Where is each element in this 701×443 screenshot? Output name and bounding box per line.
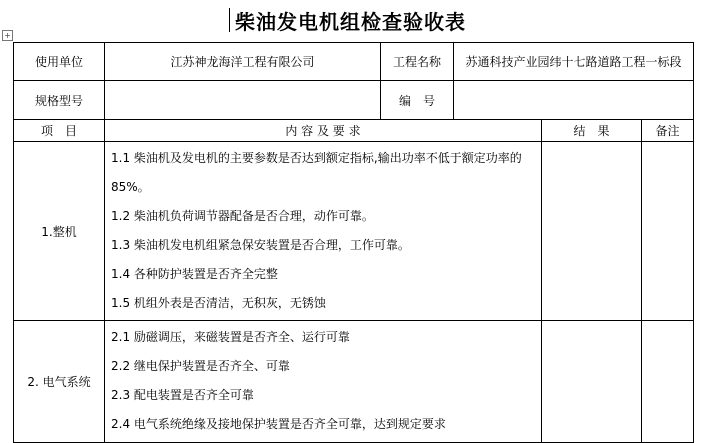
list-item: 1.5 机组外表是否清洁，无积灰，无锈蚀: [111, 296, 326, 310]
list-item: 1.1 柴油机及发电机的主要参数是否达到额定指标,输出功率不低于额定功率的 85%。: [111, 151, 522, 194]
list-item: 2.4 电气系统绝缘及接地保护装置是否齐全可靠，达到规定要求: [111, 417, 446, 431]
unit-value[interactable]: 江苏神龙海洋工程有限公司: [105, 43, 381, 81]
column-result: 结 果: [542, 120, 642, 142]
list-item: 2.3 配电装置是否齐全可靠: [111, 388, 254, 402]
section-row-electrical: [14, 321, 694, 443]
project-value[interactable]: 苏通科技产业园纬十七路道路工程一标段: [454, 43, 694, 81]
remark-cell[interactable]: [642, 321, 694, 443]
section-items[interactable]: [105, 321, 542, 443]
column-header-row: [14, 120, 694, 142]
model-value[interactable]: [105, 81, 381, 120]
remark-cell[interactable]: [642, 142, 694, 321]
text-cursor: [229, 8, 230, 32]
section-items[interactable]: [105, 142, 542, 321]
unit-label: 使用单位: [14, 43, 105, 81]
list-item: 1.3 柴油机发电机组紧急保安装置是否合理，工作可靠。: [111, 238, 410, 252]
header-row-model: [14, 81, 694, 120]
section-row-engine: [14, 142, 694, 321]
header-row-unit: [14, 43, 694, 81]
list-item: 1.2 柴油机负荷调节器配备是否合理，动作可靠。: [111, 209, 374, 223]
project-label: 工程名称: [381, 43, 454, 81]
list-item: 2.1 励磁调压，来磁装置是否齐全、运行可靠: [111, 330, 350, 344]
number-label: 编 号: [381, 81, 454, 120]
section-name: 2. 电气系统: [14, 321, 105, 443]
section-name: 1.整机: [14, 142, 105, 321]
document-title: 柴油发电机组检查验收表: [235, 10, 466, 34]
column-content: 内 容 及 要 求: [105, 120, 542, 142]
result-cell[interactable]: [542, 321, 642, 443]
column-item: 项 目: [14, 120, 105, 142]
list-item: 1.4 各种防护装置是否齐全完整: [111, 267, 278, 281]
inspection-table: [13, 42, 694, 443]
column-remark: 备注: [642, 120, 694, 142]
result-cell[interactable]: [542, 142, 642, 321]
number-value[interactable]: [454, 81, 694, 120]
model-label: 规格型号: [14, 81, 105, 120]
table-move-handle-icon[interactable]: +: [2, 30, 13, 41]
list-item: 2.2 继电保护装置是否齐全、可靠: [111, 359, 290, 373]
